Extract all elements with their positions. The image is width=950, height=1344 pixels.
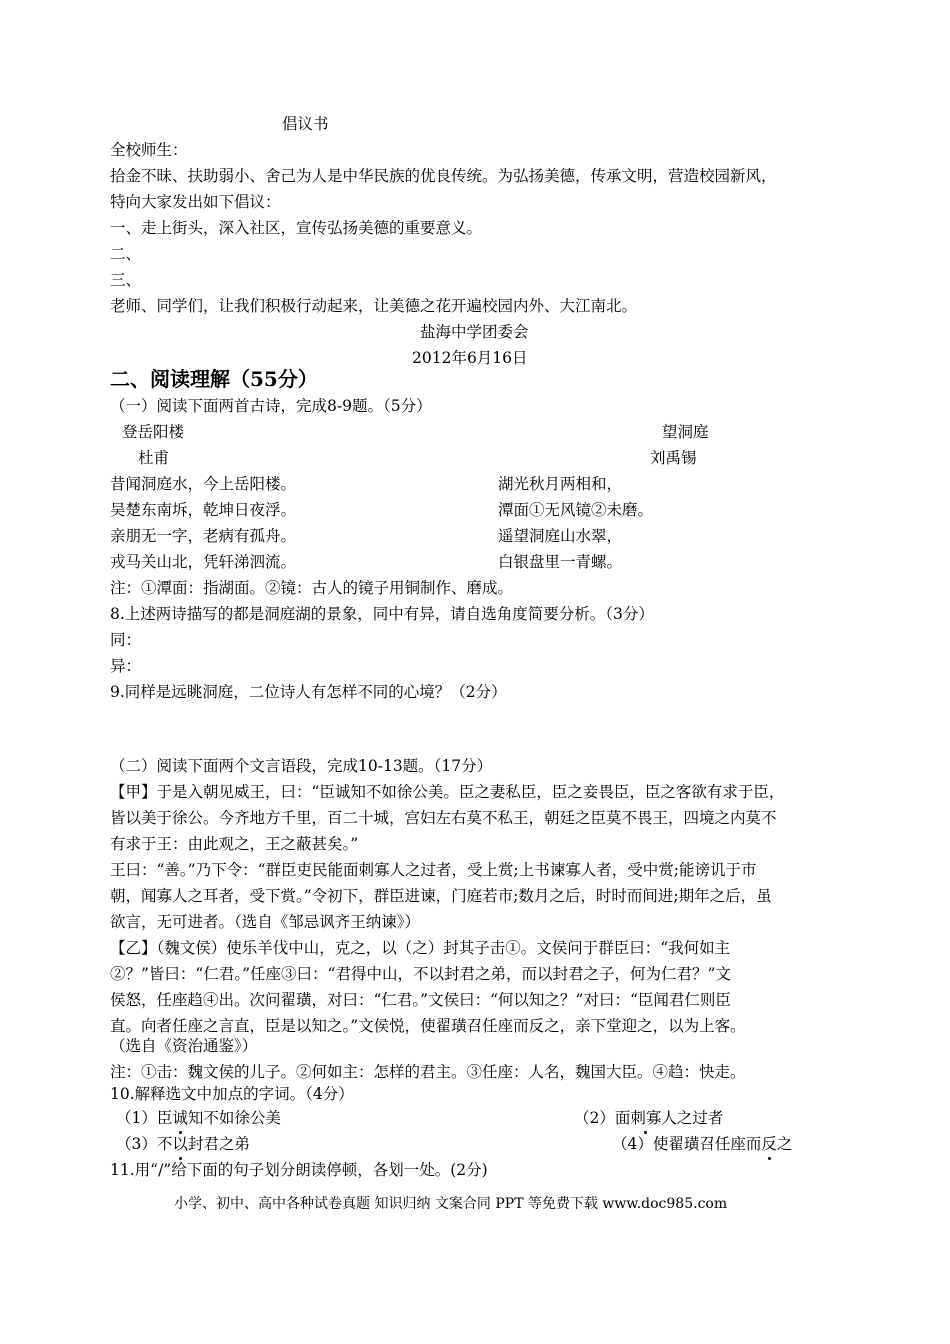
dotted-word: 刺寡 (630, 1109, 662, 1127)
proposal-item-3: 三、 (110, 271, 142, 289)
proposal-title: 倡议书 (282, 115, 329, 133)
poem2-line: 湖光秋月两相和， (498, 475, 623, 493)
poem1-line: 亲朋无一字，老病有孤舟。 (110, 527, 297, 545)
part2-instruction: （二）阅读下面两个文言语段，完成10-13题。（17分） (110, 757, 493, 775)
section-heading: 二、阅读理解（55分） (110, 367, 318, 391)
q10-item-3: （3）不以封君之弟 (116, 1135, 250, 1153)
poem2-line: 潭面①无风镜②未磨。 (498, 501, 654, 519)
poem1-title: 登岳阳楼 (122, 423, 185, 441)
poem1-line: 昔闻洞庭水，今上岳阳楼。 (110, 475, 297, 493)
poem2-title: 望洞庭 (662, 423, 709, 441)
proposal-closing: 老师、同学们，让我们积极行动起来，让美德之花开遍校园内外、大江南北。 (110, 297, 638, 315)
poem2-line: 白银盘里一青螺。 (498, 553, 623, 571)
poem1-author: 杜甫 (138, 449, 170, 467)
passage-jia-line: 朝，闻寡人之耳者，受下赏。”令初下，群臣进谏，门庭若市;数月之后，时时而间进;期年之后，虽 (110, 887, 772, 905)
poem1-line: 吴楚东南坼，乾坤日夜浮。 (110, 501, 297, 519)
passage-jia-line: 【甲】于是入朝见威王，曰：“臣诚知不如徐公美。臣之妻私臣，臣之妾畏臣，臣之客欲有求于臣， (110, 783, 785, 801)
passage-jia-line: 王曰：“善。”乃下令：“群臣吏民能面刺寡人之过者，受上赏;上书谏寡人者，受中赏;能谤讥于市 (110, 861, 757, 879)
dotted-word: 以 (172, 1135, 188, 1153)
poem2-line: 遥望洞庭山水翠， (498, 527, 623, 545)
poem-note: 注：①潭面：指湖面。②镜：古人的镜子用铜制作、磨成。 (110, 579, 514, 597)
passage-yi-line: ②？”皆曰：“仁君。”任座③曰：“君得中山，不以封君之弟，而以封君之子，何为仁君？”文 (110, 965, 731, 983)
proposal-item-1: 一、走上街头，深入社区，宣传弘扬美德的重要意义。 (110, 219, 483, 237)
proposal-item-2: 二、 (110, 245, 142, 263)
question-11: 11.用“/”给下面的句子划分朗读停顿，各划一处。(2分) (110, 1161, 488, 1179)
passage-yi-line: 【乙】（魏文侯）使乐羊伐中山，克之，以（之）封其子击①。文侯问于群臣曰：“我何如主 (110, 939, 731, 957)
passage-yi-line: 直。向者任座之言直，臣是以知之。”文侯悦，使翟璜召任座而反之，亲下堂迎之，以为上客。 (110, 1017, 746, 1035)
poem2-author: 刘禹锡 (650, 449, 697, 467)
question-9: 9.同样是远眺洞庭，二位诗人有怎样不同的心境？（2分） (110, 683, 507, 701)
proposal-body-line-2: 特向大家发出如下倡议： (110, 193, 281, 211)
question-8: 8.上述两诗描写的都是洞庭湖的景象，同中有异，请自选角度简要分析。（3分） (110, 605, 654, 623)
proposal-body-line-1: 拾金不昧、扶助弱小、舍己为人是中华民族的优良传统。为弘扬美德，传承文明，营造校园新风， (110, 167, 777, 185)
passage-jia-line: 欲言，无可进者。（选自《邹忌讽齐王纳谏》） (110, 913, 421, 931)
question-8-same-label: 同： (110, 631, 142, 649)
dotted-word: 反 (761, 1135, 777, 1153)
part1-instruction: （一）阅读下面两首古诗，完成8-9题。（5分） (110, 397, 432, 415)
passage-yi-line: （选自《资治通鉴》） (110, 1037, 258, 1055)
poem1-line: 戎马关山北，凭轩涕泗流。 (110, 553, 297, 571)
proposal-salutation: 全校师生： (110, 141, 188, 159)
question-8-diff-label: 异： (110, 657, 142, 675)
question-10: 10.解释选文中加点的字词。（4分） (110, 1085, 354, 1103)
passage-note: 注：①击：魏文侯的儿子。②何如主：怎样的君主。③任座：人名，魏国大臣。④趋：快走。 (110, 1063, 746, 1081)
passage-yi-line: 侯怒，任座趋④出。次问翟璜，对曰：“仁君。”文侯曰：“何以知之？”对曰：“臣闻君仁则臣 (110, 991, 731, 1009)
passage-jia-line: 皆以美于徐公。今齐地方千里，百二十城，宫妇左右莫不私王，朝廷之臣莫不畏王，四境之内莫不 (110, 809, 777, 827)
q10-item-1: （1）臣诚知不如徐公美 (116, 1109, 281, 1127)
passage-jia-line: 有求于王：由此观之，王之蔽甚矣。” (110, 835, 359, 853)
page-footer: 小学、初中、高中各种试卷真题 知识归纳 文案合同 PPT 等免费下载 www.doc985.com (174, 1196, 728, 1212)
q10-item-2: （2）面刺寡人之过者 (574, 1109, 724, 1127)
proposal-signature: 盐海中学团委会 (420, 323, 529, 341)
q10-item-4: （4）使翟璜召任座而反之 (612, 1135, 793, 1153)
dotted-word: 诚 (172, 1109, 188, 1127)
proposal-date: 2012年6月16日 (412, 349, 528, 367)
